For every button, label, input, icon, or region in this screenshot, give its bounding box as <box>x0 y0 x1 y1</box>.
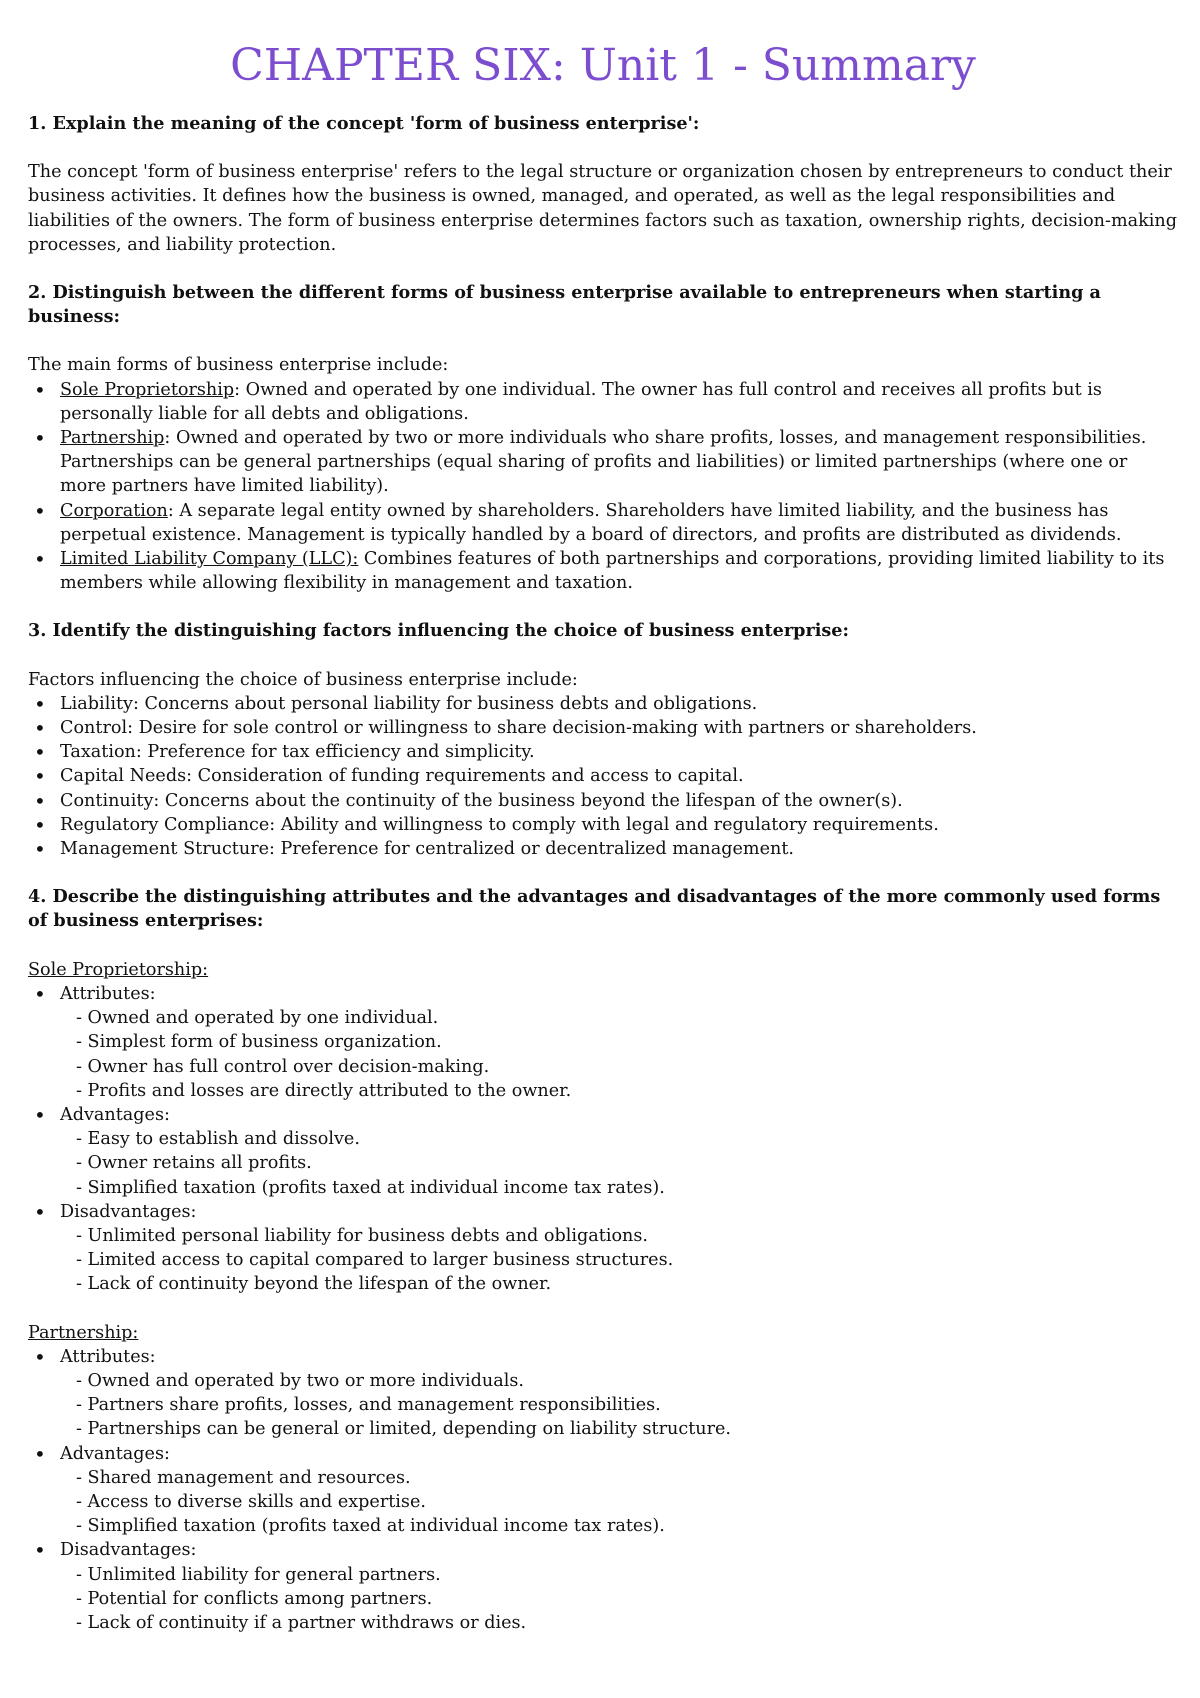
question-3-intro: Factors influencing the choice of business enterprise include: <box>28 669 578 690</box>
list-item: • Capital Needs: Consideration of funding requirements and access to capital. <box>28 764 1178 788</box>
list-item <box>28 1442 1178 1539</box>
sub-item: - Simplified taxation (profits taxed at individual income tax rates). <box>76 1516 665 1537</box>
sub-item: - Easy to establish and dissolve. <box>76 1129 360 1150</box>
factors-list <box>28 692 1178 861</box>
group-label: Disadvantages: <box>60 1201 197 1222</box>
group-label: Disadvantages: <box>60 1540 197 1561</box>
sub-item: - Unlimited liability for general partners. <box>76 1564 441 1585</box>
term-description: : Owned and operated by one individual. The owner has full control and receives all profits but is personally liable for all debts and obligations. <box>60 379 1102 424</box>
sole-proprietorship-title: Sole Proprietorship: <box>28 959 209 980</box>
term-corporation: Corporation <box>60 500 168 521</box>
group-label: Advantages: <box>60 1443 170 1464</box>
sub-list <box>60 1369 1178 1442</box>
sub-item: - Limited access to capital compared to larger business structures. <box>76 1250 674 1271</box>
question-1-heading: 1. Explain the meaning of the concept 'form of business enterprise': <box>28 113 700 134</box>
sub-item: - Potential for conflicts among partners. <box>76 1588 433 1609</box>
sub-item: - Profits and losses are directly attributed to the owner. <box>76 1080 572 1101</box>
list-item <box>28 499 1178 547</box>
question-3-heading: 3. Identify the distinguishing factors influencing the choice of business enterprise: <box>28 620 849 642</box>
term-description: : A separate legal entity owned by shareholders. Shareholders have limited liability, and the business has perpetual existence. Management is typically handled by a board of directors, and profits are distributed as dividends. <box>60 500 1122 545</box>
sub-list <box>60 1006 1178 1103</box>
list-item: • Management Structure: Preference for centralized or decentralized management. <box>28 837 1178 861</box>
term-partnership: Partnership <box>60 428 165 449</box>
sub-list <box>60 1224 1178 1297</box>
list-item: • Regulatory Compliance: Ability and willingness to comply with legal and regulatory requirements. <box>28 813 1178 837</box>
question-4-heading: 4. Describe the distinguishing attributes and the advantages and disadvantages of the more commonly used forms of business enterprises: <box>28 886 1161 932</box>
sub-item: - Lack of continuity if a partner withdraws or dies. <box>76 1612 527 1633</box>
term-description: Combines features of both partnerships and corporations, providing limited liability to its members while allowing flexibility in management and taxation. <box>60 549 1165 594</box>
term-sole-proprietorship: Sole Proprietorship <box>60 379 235 400</box>
sub-item: - Unlimited personal liability for business debts and obligations. <box>76 1225 648 1246</box>
list-item <box>28 1200 1178 1297</box>
document-page <box>28 38 1178 1635</box>
sub-list <box>60 1563 1178 1636</box>
page-title: CHAPTER SIX: Unit 1 - Summary <box>230 40 976 91</box>
sub-item: - Access to diverse skills and expertise. <box>76 1491 426 1512</box>
term-description: : Owned and operated by two or more individuals who share profits, losses, and management responsibilities. Partnerships can be general partnerships (equal sharing of profits and liabilities) or limited partnerships (where one or more partners have limited liability). <box>60 428 1147 497</box>
list-item <box>28 378 1178 426</box>
list-item: • Continuity: Concerns about the continuity of the business beyond the lifespan of the owner(s). <box>28 789 1178 813</box>
sub-item: - Partners share profits, losses, and management responsibilities. <box>76 1395 661 1416</box>
sub-item: - Lack of continuity beyond the lifespan of the owner. <box>76 1274 552 1295</box>
list-item: • Liability: Concerns about personal liability for business debts and obligations. <box>28 692 1178 716</box>
list-item <box>28 1103 1178 1200</box>
forms-list <box>28 378 1178 596</box>
group-label: Attributes: <box>60 1346 156 1367</box>
question-2-heading: 2. Distinguish between the different forms of business enterprise available to entrepreneurs when starting a business: <box>28 282 1101 328</box>
list-item: • Control: Desire for sole control or willingness to share decision-making with partners or shareholders. <box>28 716 1178 740</box>
question-2-intro: The main forms of business enterprise include: <box>28 355 449 376</box>
sole-proprietorship-details <box>28 982 1178 1297</box>
list-item: • Taxation: Preference for tax efficiency and simplicity. <box>28 740 1178 764</box>
list-item <box>28 1345 1178 1442</box>
sub-list <box>60 1466 1178 1539</box>
group-label: Attributes: <box>60 983 156 1004</box>
sub-item: - Shared management and resources. <box>76 1467 411 1488</box>
sub-list <box>60 1127 1178 1200</box>
sub-item: - Owned and operated by one individual. <box>76 1008 439 1029</box>
sub-item: - Owned and operated by two or more individuals. <box>76 1370 524 1391</box>
term-llc: Limited Liability Company (LLC): <box>60 549 359 570</box>
group-label: Advantages: <box>60 1104 170 1125</box>
sub-item: - Owner has full control over decision-making. <box>76 1056 490 1077</box>
sub-item: - Partnerships can be general or limited, depending on liability structure. <box>76 1419 732 1440</box>
list-item <box>28 547 1178 595</box>
sub-item: - Simplest form of business organization. <box>76 1032 442 1053</box>
sub-item: - Simplified taxation (profits taxed at individual income tax rates). <box>76 1177 665 1198</box>
list-item <box>28 426 1178 499</box>
question-1-body: The concept 'form of business enterprise' refers to the legal structure or organization chosen by entrepreneurs to conduct their business activities. It defines how the business is owned, managed, and operated, as well as the legal responsibilities and liabilities of the owners. The form of business enterprise determines factors such as taxation, ownership rights, decision-making processes, and liability protection. <box>28 162 1178 255</box>
list-item <box>28 1538 1178 1635</box>
partnership-title: Partnership: <box>28 1322 139 1343</box>
sub-item: - Owner retains all profits. <box>76 1153 312 1174</box>
partnership-details <box>28 1345 1178 1635</box>
list-item <box>28 982 1178 1103</box>
